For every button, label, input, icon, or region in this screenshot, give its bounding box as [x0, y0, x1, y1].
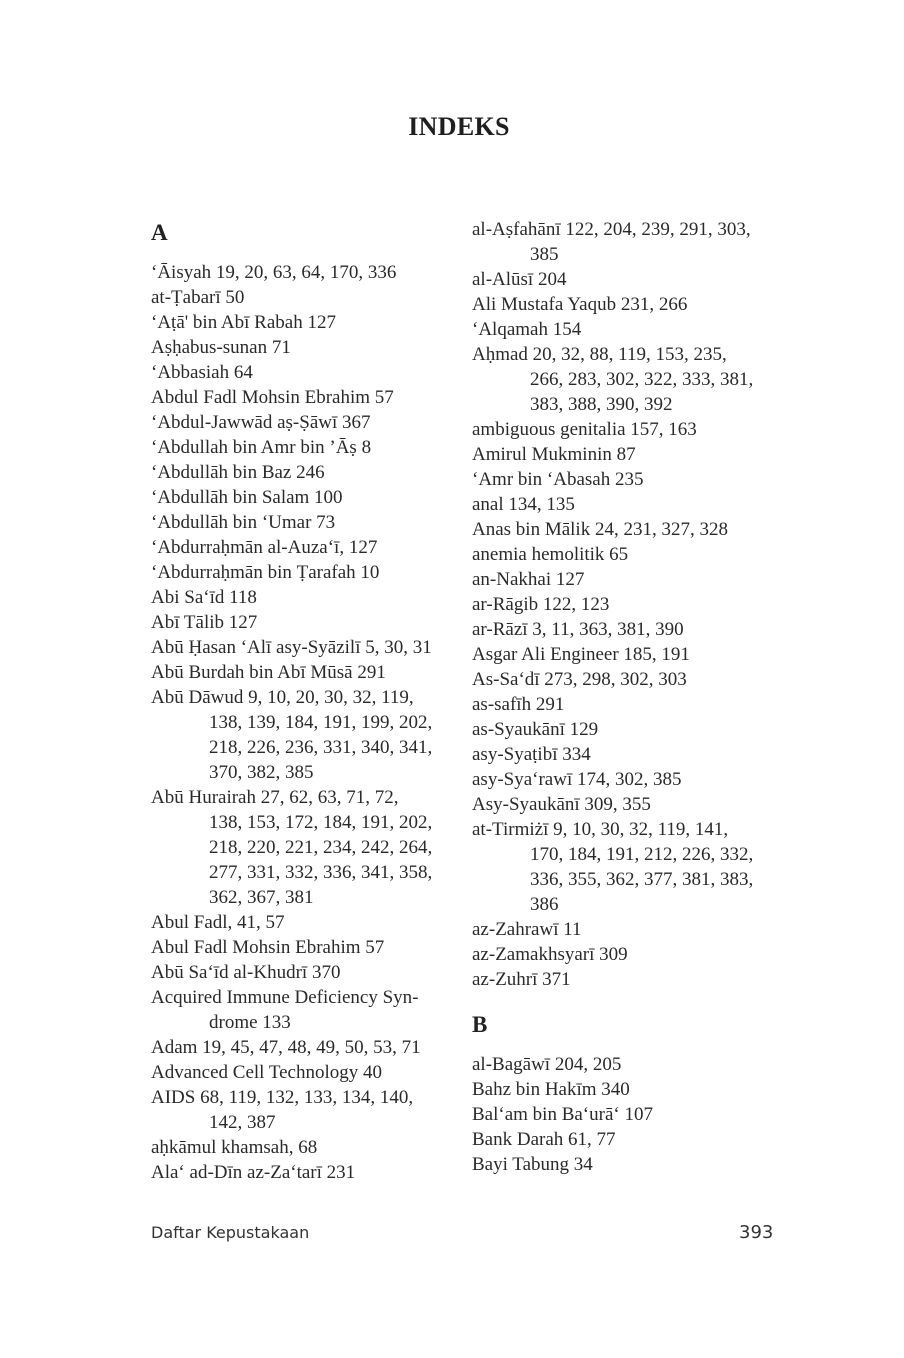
index-entry: an-Nakhai 127	[472, 569, 585, 590]
index-entry: ‘Abdullah bin Amr bin ’Āṣ 8	[151, 437, 372, 458]
index-entry-continuation: 386	[530, 894, 559, 915]
index-entry: ar-Rāgib 122, 123	[472, 594, 610, 615]
index-entry: ‘Abdurraḥmān bin Ṭarafah 10	[151, 562, 380, 583]
index-entry: ‘Abdul-Jawwād aṣ-Ṣāwī 367	[151, 412, 371, 433]
index-entry: AIDS 68, 119, 132, 133, 134, 140,	[151, 1087, 414, 1108]
index-entry: Acquired Immune Deficiency Syn-	[151, 987, 419, 1008]
index-entry: asy-Sya‘rawī 174, 302, 385	[472, 769, 682, 790]
index-entry-continuation: 370, 382, 385	[209, 762, 314, 783]
index-entry: Asgar Ali Engineer 185, 191	[472, 644, 690, 665]
index-entry: at-Tirmiżī 9, 10, 30, 32, 119, 141,	[472, 819, 729, 840]
index-entry: as-safīh 291	[472, 694, 565, 715]
page-title: INDEKS	[408, 112, 510, 141]
index-entry: Adam 19, 45, 47, 48, 49, 50, 53, 71	[151, 1037, 421, 1058]
index-entry: ‘Aṭā' bin Abī Rabah 127	[151, 312, 336, 333]
section-letter: A	[151, 220, 168, 245]
page-number: 393	[739, 1222, 774, 1243]
index-entry-continuation: 138, 153, 172, 184, 191, 202,	[209, 812, 433, 833]
index-entry-continuation: 218, 220, 221, 234, 242, 264,	[209, 837, 433, 858]
index-entry-continuation: 138, 139, 184, 191, 199, 202,	[209, 712, 433, 733]
index-entry: Aṣḥabus-sunan 71	[151, 337, 291, 358]
index-entry-continuation: 336, 355, 362, 377, 381, 383,	[530, 869, 754, 890]
index-entry: Abū Hurairah 27, 62, 63, 71, 72,	[151, 787, 399, 808]
index-entry: Abi Sa‘īd 118	[151, 587, 257, 608]
index-entry: ‘Amr bin ‘Abasah 235	[472, 469, 644, 490]
index-entry: Abul Fadl, 41, 57	[151, 912, 285, 933]
index-entry: az-Zuhrī 371	[472, 969, 571, 990]
index-entry: ‘Abdullāh bin Baz 246	[151, 462, 325, 483]
footer-section-title: Daftar Kepustakaan	[151, 1223, 310, 1242]
index-entry: Bayi Tabung 34	[472, 1154, 593, 1175]
index-entry: Abī Tālib 127	[151, 612, 258, 633]
index-entry: anemia hemolitik 65	[472, 544, 629, 565]
index-entry: ‘Abdurraḥmān al-Auza‘ī, 127	[151, 537, 378, 558]
index-entry: asy-Syaṭibī 334	[472, 744, 591, 765]
index-entry: al-Bagāwī 204, 205	[472, 1054, 622, 1075]
index-entry: ‘Abdullāh bin Salam 100	[151, 487, 343, 508]
index-entry: al-Alūsī 204	[472, 269, 567, 290]
index-entry: Abū Sa‘īd al-Khudrī 370	[151, 962, 341, 983]
index-entry: Abū Ḥasan ‘Alī asy-Syāzilī 5, 30, 31	[151, 637, 432, 658]
index-entry: Ali Mustafa Yaqub 231, 266	[472, 294, 688, 315]
index-entry: Aḥmad 20, 32, 88, 119, 153, 235,	[472, 344, 727, 365]
index-entry: anal 134, 135	[472, 494, 575, 515]
index-entry: aḥkāmul khamsah, 68	[151, 1137, 318, 1158]
index-entry-continuation: 277, 331, 332, 336, 341, 358,	[209, 862, 433, 883]
section-letter: B	[472, 1012, 488, 1037]
index-entry: ‘Abdullāh bin ‘Umar 73	[151, 512, 336, 533]
index-entry: Ala‘ ad-Dīn az-Za‘tarī 231	[151, 1162, 356, 1183]
index-entry: Bahz bin Hakīm 340	[472, 1079, 630, 1100]
index-entry-continuation: 383, 388, 390, 392	[530, 394, 673, 415]
index-entry: Amirul Mukminin 87	[472, 444, 636, 465]
index-entry-continuation: 170, 184, 191, 212, 226, 332,	[530, 844, 754, 865]
index-entry: As-Sa‘dī 273, 298, 302, 303	[472, 669, 687, 690]
index-entry: Abul Fadl Mohsin Ebrahim 57	[151, 937, 385, 958]
index-entry-continuation: 266, 283, 302, 322, 333, 381,	[530, 369, 754, 390]
index-entry: az-Zahrawī 11	[472, 919, 582, 940]
index-entry: ar-Rāzī 3, 11, 363, 381, 390	[472, 619, 684, 640]
index-entry: ‘Abbasiah 64	[151, 362, 253, 383]
index-entry: al-Aṣfahānī 122, 204, 239, 291, 303,	[472, 219, 751, 240]
index-entry: as-Syaukānī 129	[472, 719, 599, 740]
index-entry: Advanced Cell Technology 40	[151, 1062, 383, 1083]
index-entry: Anas bin Mālik 24, 231, 327, 328	[472, 519, 728, 540]
index-entry: ‘Alqamah 154	[472, 319, 582, 340]
index-entry-continuation: drome 133	[209, 1012, 291, 1033]
index-entry-continuation: 218, 226, 236, 331, 340, 341,	[209, 737, 433, 758]
index-entry: Asy-Syaukānī 309, 355	[472, 794, 651, 815]
index-entry: Abū Dāwud 9, 10, 20, 30, 32, 119,	[151, 687, 414, 708]
index-entry: Abdul Fadl Mohsin Ebrahim 57	[151, 387, 394, 408]
index-entry-continuation: 385	[530, 244, 559, 265]
index-entry: ambiguous genitalia 157, 163	[472, 419, 697, 440]
index-entry: Abū Burdah bin Abī Mūsā 291	[151, 662, 386, 683]
index-entry: Bal‘am bin Ba‘urā‘ 107	[472, 1104, 653, 1125]
index-entry-continuation: 362, 367, 381	[209, 887, 314, 908]
index-entry: at-Ṭabarī 50	[151, 287, 245, 308]
index-entry: ‘Āisyah 19, 20, 63, 64, 170, 336	[151, 262, 397, 283]
index-entry-continuation: 142, 387	[209, 1112, 276, 1133]
index-entry: Bank Darah 61, 77	[472, 1129, 616, 1150]
index-entry: az-Zamakhsyarī 309	[472, 944, 628, 965]
